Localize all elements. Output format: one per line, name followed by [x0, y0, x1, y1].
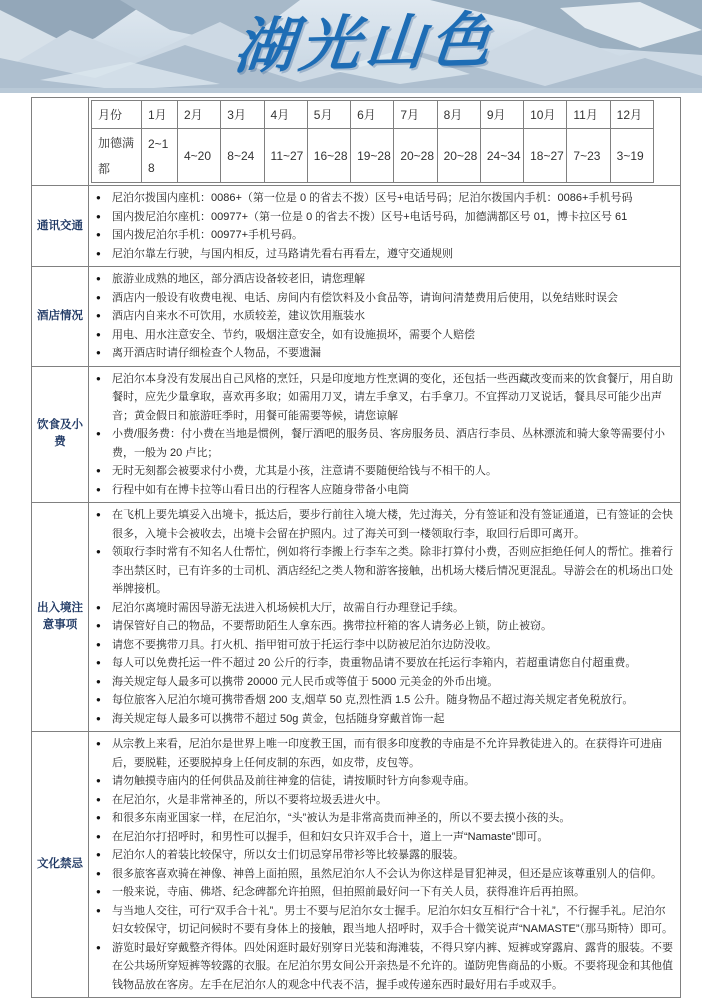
bullet-item	[96, 735, 675, 772]
bullet-item	[96, 370, 675, 426]
climate-table	[91, 100, 654, 183]
bullet-item	[96, 189, 675, 208]
bullet-list	[96, 506, 675, 728]
climate-row	[32, 98, 681, 186]
bullet-item	[96, 481, 675, 500]
bullet-item	[96, 902, 675, 939]
bullet-dot-icon: ●	[96, 311, 101, 320]
bullet-text: 离开酒店时请仔细检查个人物品，不要遗漏	[112, 347, 321, 359]
bullet-list	[96, 189, 675, 263]
bullet-text: 在尼泊尔，火是非常神圣的，所以不要将垃圾丢进火中。	[112, 793, 387, 806]
bullet-text: 国内拨尼泊尔手机：00977+手机号码。	[112, 229, 304, 241]
bullet-item	[96, 691, 675, 710]
bullet-dot-icon: ●	[96, 484, 101, 494]
section-content	[89, 366, 681, 503]
bullet-text: 尼泊尔离境时需因导游无法进入机场候机大厅，故需自行办理登记手续。	[112, 601, 464, 614]
bullet-item	[96, 245, 675, 264]
bullet-text: 从宗教上来看，尼泊尔是世界上唯一印度教王国，而有很多印度教的寺庙是不允许异教徒进入的。在获得许可进庙后，要脱鞋，还要脱掉身上任何皮制的东西，如皮带，皮包等。	[112, 738, 662, 769]
bullet-text: 每人可以免费托运一件不超过 20 公斤的行李，贵重物品请不要放在托运行李箱内，若超重请您自付超重费。	[112, 657, 637, 669]
months-corner-cell: 月份	[92, 101, 142, 129]
bullet-text: 一般来说，寺庙、佛塔、纪念碑都允许拍照，但拍照前最好问一下有关人员，获得准许后再拍照。	[112, 886, 585, 898]
bullet-text: 旅游业成熟的地区，部分酒店设备较老旧，请您理解	[112, 273, 365, 285]
bullet-text: 行程中如有在博卡拉等山看日出的行程客人应随身带备小电筒	[112, 483, 409, 496]
bullet-item	[96, 809, 675, 828]
month-header-3: 3月	[221, 101, 264, 129]
bullet-dot-icon: ●	[96, 776, 101, 785]
section-row-2	[32, 267, 681, 367]
bullet-item	[96, 543, 675, 599]
header-banner	[0, 0, 702, 93]
bullet-item	[96, 307, 675, 326]
bullet-item	[96, 344, 675, 363]
bullet-text: 每位旅客入尼泊尔境可携带香烟 200 支,烟草 50 克,烈性酒 1.5 公升。随身物品不超过海关规定者免税放行。	[112, 694, 634, 706]
temp-month-3: 8~24	[221, 129, 264, 183]
bullet-item	[96, 828, 675, 847]
section-content	[89, 186, 681, 267]
temps-row	[92, 129, 654, 183]
bullet-text: 尼泊尔本身没有发展出自己风格的烹饪，只是印度地方性烹调的变化，还包括一些西藏改变而来的饮食餐厅，用自助餐时，应先少量拿取，喜欢再多取；如需用刀叉，请左手拿叉，右手拿刀。不宜挥动刀叉说话，餐具尽可能少出声音；黄金假日和旅游旺季时，用餐可能需要等候，请您谅解	[112, 372, 673, 422]
bullet-text: 请勿触摸寺庙内的任何供品及前往神龛的信徒，请按顺时针方向参观寺庙。	[112, 775, 475, 787]
section-row-5	[32, 732, 681, 998]
bullet-text: 游览时最好穿戴整齐得体。四处闲逛时最好别穿日光装和海滩装，不得只穿内裤、短裤或穿露肩、露背的服装。不要在公共场所穿短裤等较露的衣服。在尼泊尔男女间公开亲热是不允许的。谨防兜售商品的小贩。不要将现金和其他值钱物品放在客房。左手在尼泊尔人的观念中代表不洁，握手或传递东西时最好用右手或双手。	[112, 941, 673, 991]
bullet-item	[96, 636, 675, 655]
bullet-dot-icon: ●	[96, 329, 101, 339]
bullet-dot-icon: ●	[96, 274, 101, 283]
months-header-row	[92, 101, 654, 129]
bullet-item	[96, 270, 675, 289]
section-content	[89, 267, 681, 367]
section-label: 饮食及小费	[32, 366, 89, 503]
bullet-item	[96, 772, 675, 791]
temp-month-6: 19~28	[351, 129, 394, 183]
bullet-dot-icon: ●	[96, 850, 101, 859]
bullet-text: 和很多东南亚国家一样，在尼泊尔，“头”被认为是非常高贵而神圣的，所以不要去摸小孩的头。	[112, 812, 571, 824]
bullet-text: 尼泊尔靠左行驶，与国内相反，过马路请先看右再看左，遵守交通规则	[112, 247, 453, 260]
bullet-item	[96, 710, 675, 729]
bullet-dot-icon: ●	[96, 466, 101, 475]
bullet-text: 尼泊尔拨国内座机：0086+（第一位是 0 的省去不拨）区号+电话号码；尼泊尔拨国内手机：0086+手机号码	[112, 192, 633, 204]
bullet-item	[96, 208, 675, 227]
section-row-1	[32, 186, 681, 267]
bullet-dot-icon: ●	[96, 695, 101, 704]
bullet-dot-icon: ●	[96, 639, 101, 649]
bullet-text: 小费/服务费：付小费在当地是惯例，餐厅酒吧的服务员、客房服务员、酒店行李员、丛林漂流和骑大象等需要付小费，一般为 20 卢比；	[112, 428, 666, 459]
bullet-dot-icon: ●	[96, 739, 101, 748]
section-content	[89, 503, 681, 732]
bullet-item	[96, 883, 675, 902]
month-header-5: 5月	[307, 101, 350, 129]
bullet-dot-icon: ●	[96, 621, 101, 630]
bullet-text: 用电、用水注意安全、节约，吸烟注意安全，如有设施损坏，需要个人赔偿	[112, 328, 475, 341]
bullet-dot-icon: ●	[96, 547, 101, 556]
bullet-list	[96, 370, 675, 500]
bullet-dot-icon: ●	[96, 211, 101, 221]
bullet-item	[96, 599, 675, 618]
bullet-text: 海关规定每人最多可以携带 20000 元人民币或等值于 5000 元美金的外币出境。	[112, 675, 499, 688]
page-title: 湖光山色	[231, 5, 499, 83]
section-label: 出入境注意事项	[32, 503, 89, 732]
bullet-item	[96, 289, 675, 308]
section-row-4	[32, 503, 681, 732]
bullet-dot-icon: ●	[96, 230, 101, 239]
bullet-list	[96, 270, 675, 363]
temp-month-11: 7~23	[567, 129, 610, 183]
month-header-7: 7月	[394, 101, 437, 129]
month-header-6: 6月	[351, 101, 394, 129]
temp-month-12: 3~19	[610, 129, 653, 183]
bullet-text: 请保管好自己的物品，不要帮助陌生人拿东西。携带拉杆箱的客人请务必上锁，防止被窃。	[112, 620, 552, 632]
bullet-text: 在尼泊尔打招呼时，和男性可以握手，但和妇女只许双手合十，道上一声“Namaste”即可。	[112, 830, 549, 843]
bullet-dot-icon: ●	[96, 676, 101, 686]
bullet-text: 酒店内一般设有收费电视、电话、房间内有偿饮料及小食品等，请询问清楚费用后使用，以免结账时误会	[112, 291, 618, 304]
bullet-dot-icon: ●	[96, 658, 101, 667]
bullet-dot-icon: ●	[96, 373, 101, 383]
bullet-text: 国内拨尼泊尔座机：00977+（第一位是 0 的省去不拨）区号+电话号码，加德满都区号 01，博卡拉区号 61	[112, 210, 628, 223]
bullet-dot-icon: ●	[96, 248, 101, 258]
temp-month-2: 4~20	[178, 129, 221, 183]
bullet-dot-icon: ●	[96, 348, 101, 357]
bullet-dot-icon: ●	[96, 905, 101, 915]
month-header-2: 2月	[178, 101, 221, 129]
bullet-item	[96, 506, 675, 543]
bullet-dot-icon: ●	[96, 292, 101, 302]
temp-month-4: 11~27	[264, 129, 307, 183]
bullet-text: 酒店内自来水不可饮用，水质较差，建议饮用瓶装水	[112, 310, 365, 322]
section-label: 酒店情况	[32, 267, 89, 367]
temp-month-1: 2~18	[142, 129, 178, 183]
bullet-dot-icon: ●	[96, 602, 101, 612]
month-header-8: 8月	[437, 101, 480, 129]
bullet-dot-icon: ●	[96, 193, 101, 202]
bullet-text: 请您不要携带刀具。打火机、指甲钳可放于托运行李中以防被尼泊尔边防没收。	[112, 638, 497, 651]
bullet-text: 无时无刻都会被要求付小费，尤其是小孩，注意请不要随便给钱与不相干的人。	[112, 465, 497, 477]
bullet-dot-icon: ●	[96, 510, 101, 519]
section-content	[89, 732, 681, 998]
bullet-text: 在飞机上要先填妥入出境卡，抵达后，要步行前往入境大楼，先过海关，分有签证和没有签证通道，已有签证的会快很多，入境卡会被收去，出境卡会留在护照内。过了海关可到一楼领取行李，取回行后即可离开。	[112, 509, 673, 540]
month-header-10: 10月	[524, 101, 567, 129]
month-header-12: 12月	[610, 101, 653, 129]
climate-label-cell-empty	[32, 98, 89, 186]
bullet-item	[96, 654, 675, 673]
climate-content-cell	[89, 98, 681, 186]
temp-month-9: 24~34	[480, 129, 523, 183]
month-header-11: 11月	[567, 101, 610, 129]
section-label: 通讯交通	[32, 186, 89, 267]
bullet-dot-icon: ●	[96, 813, 101, 822]
bullet-text: 很多旅客喜欢骑在神像、神兽上面拍照，虽然尼泊尔人不会认为你这样是冒犯神灵，但还是应该尊重别人的信仰。	[112, 867, 662, 880]
bullet-item	[96, 865, 675, 884]
bullet-item	[96, 939, 675, 995]
bullet-item	[96, 673, 675, 692]
temp-month-5: 16~28	[307, 129, 350, 183]
bullet-item	[96, 425, 675, 462]
bullet-item	[96, 462, 675, 481]
bullet-item	[96, 326, 675, 345]
temp-month-10: 18~27	[524, 129, 567, 183]
bullet-text: 领取行李时常有不知名人仕帮忙，例如将行李搬上行李车之类。除非打算付小费，否则应拒绝任何人的帮忙。推着行李出禁区时，已有许多的士司机、酒店经纪之类人物和游客接触，出机场大楼后情况更混乱。导游会在的机场出口处举牌接机。	[112, 546, 673, 595]
bullet-text: 尼泊尔人的着装比较保守，所以女士们切忌穿吊带衫等比较暴露的服装。	[112, 849, 464, 861]
bullet-dot-icon: ●	[96, 868, 101, 878]
bullet-dot-icon: ●	[96, 429, 101, 438]
bullet-item	[96, 791, 675, 810]
bullet-text: 与当地人交往，可行“双手合十礼”。男士不要与尼泊尔女士握手。尼泊尔妇女互相行“合十礼”，不行握手礼。尼泊尔妇女较保守，切记问候时不要有身体上的接触，跟当地人招呼时，双手合十微笑说声“NAMASTE”（那马斯特）即可。	[112, 904, 673, 935]
temp-month-7: 20~28	[394, 129, 437, 183]
bullet-dot-icon: ●	[96, 713, 101, 723]
bullet-dot-icon: ●	[96, 887, 101, 896]
month-header-9: 9月	[480, 101, 523, 129]
bullet-text: 海关规定每人最多可以携带不超过 50g 黄金，包括随身穿戴首饰一起	[112, 712, 445, 725]
section-label: 文化禁忌	[32, 732, 89, 998]
bullet-dot-icon: ●	[96, 794, 101, 804]
bullet-item	[96, 226, 675, 245]
city-name-cell: 加德满都	[92, 129, 142, 183]
bullet-item	[96, 617, 675, 636]
month-header-4: 4月	[264, 101, 307, 129]
temp-month-8: 20~28	[437, 129, 480, 183]
bullet-dot-icon: ●	[96, 831, 101, 841]
section-row-3	[32, 366, 681, 503]
month-header-1: 1月	[142, 101, 178, 129]
bullet-list	[96, 735, 675, 994]
bullet-dot-icon: ●	[96, 942, 101, 952]
bullet-item	[96, 846, 675, 865]
info-table	[31, 97, 681, 998]
